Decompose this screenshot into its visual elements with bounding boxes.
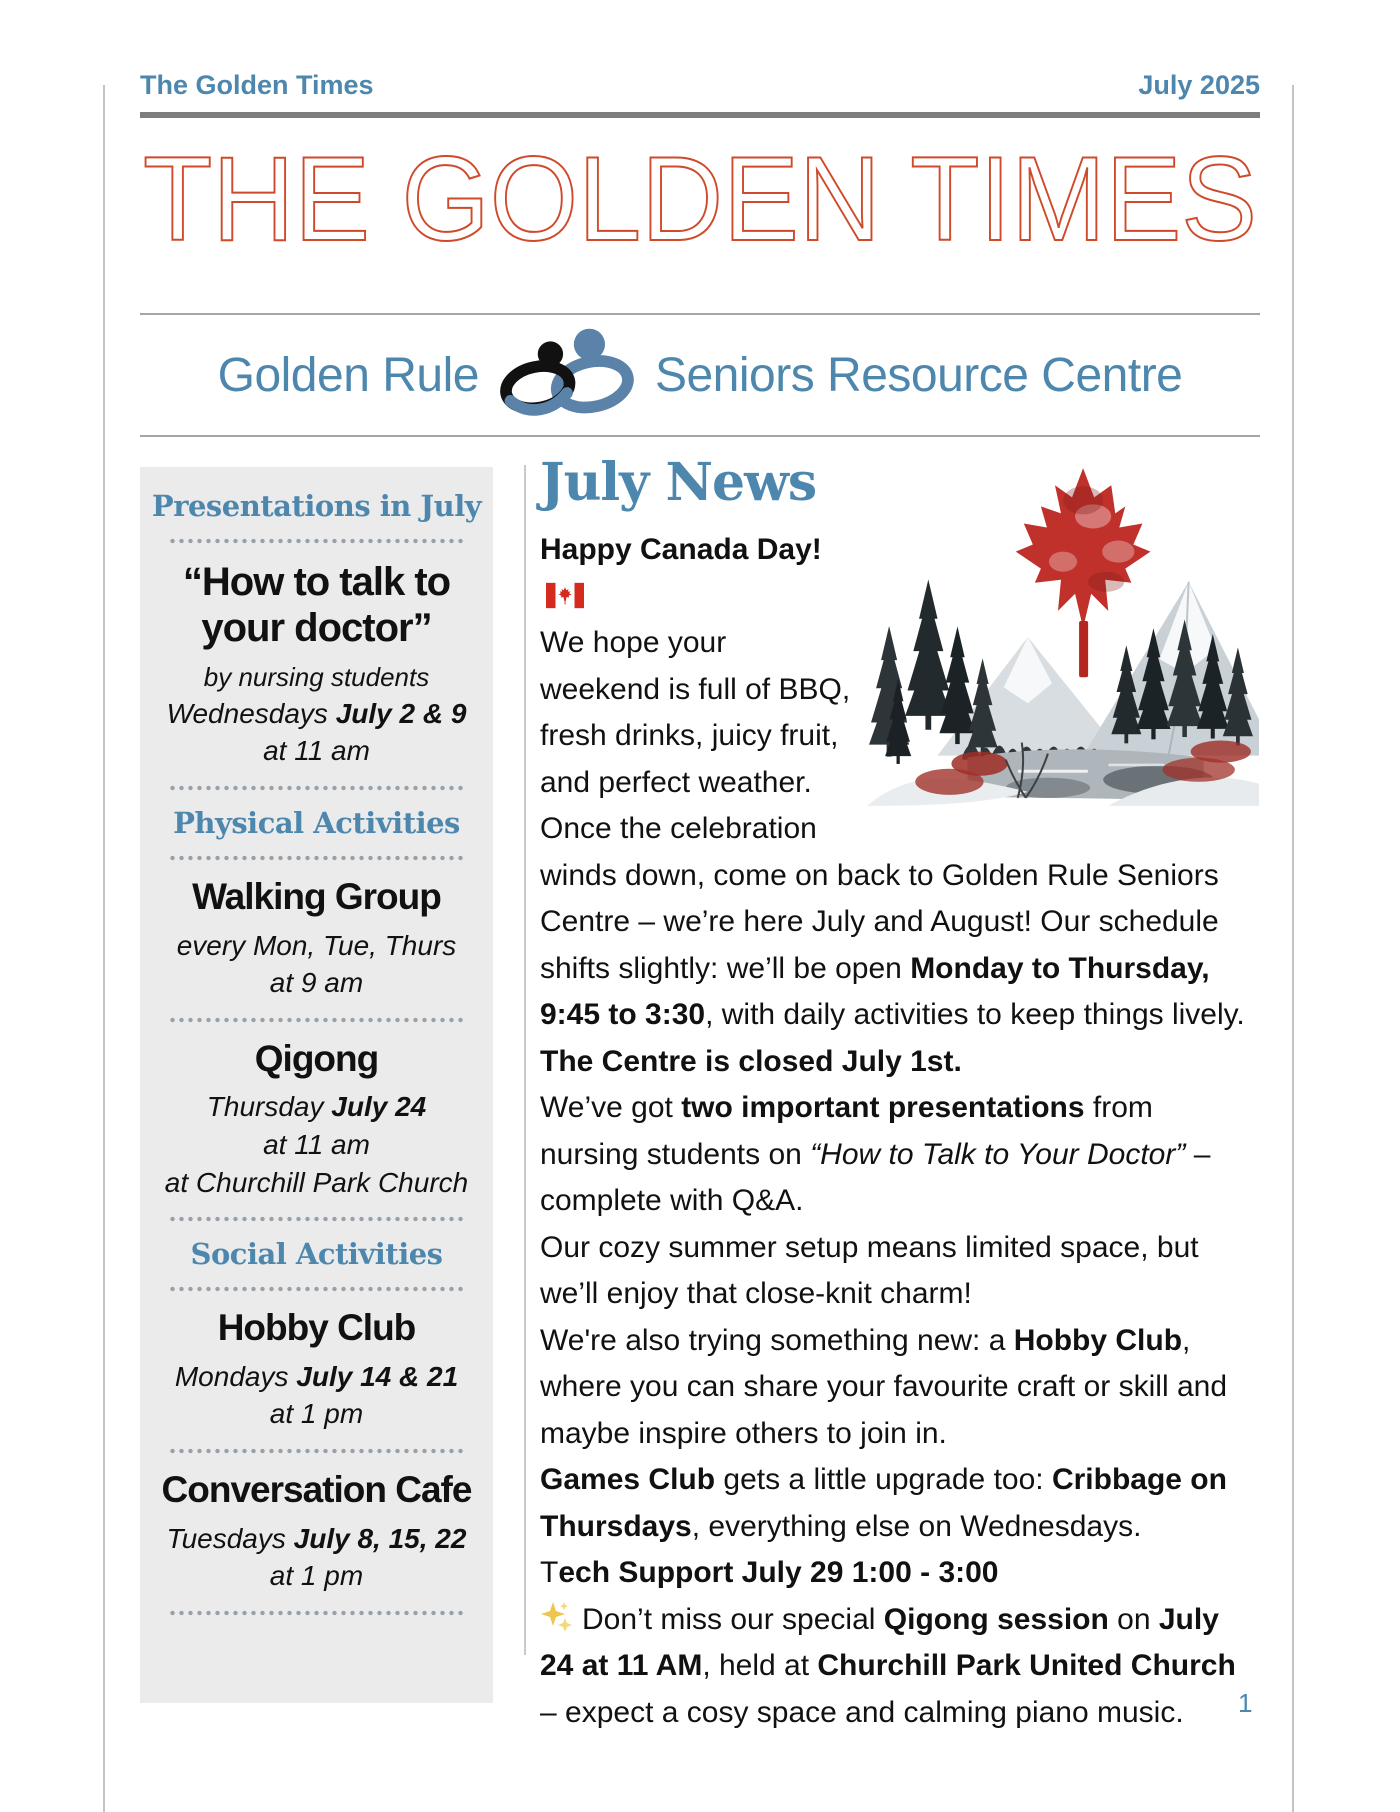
sidebar-section-header-social: Social Activities (190, 1237, 443, 1272)
article-paragraph: We're also trying something new: a Hobby Club, where you can share your favourite craft or skill and maybe inspire others to join in. (540, 1323, 1227, 1450)
dotted-divider (168, 1448, 465, 1454)
maple-leaf-landscape-svg (867, 456, 1259, 806)
qigong-callout-paragraph (540, 1597, 1259, 1737)
happy-canada-day-text: Happy Canada Day! (540, 533, 822, 566)
dotted-divider (168, 785, 465, 791)
brand-name-right: Seniors Resource Centre (654, 348, 1183, 402)
news-article (540, 452, 1259, 1736)
masthead (140, 136, 1260, 258)
dotted-divider (168, 1216, 465, 1222)
dotted-divider (168, 538, 465, 544)
event-title-qigong: Qigong (254, 1037, 379, 1079)
dotted-divider (168, 1610, 465, 1616)
running-header-title: The Golden Times (140, 70, 374, 100)
event-title-conversation-cafe: Conversation Cafe (161, 1468, 472, 1510)
event-title-walking-group: Walking Group (192, 875, 441, 917)
two-people-infinity-logo-icon (489, 328, 645, 422)
event-detail: at 11 am (263, 735, 370, 767)
maple-leaf-landscape-image (867, 456, 1259, 806)
masthead-title-svg (140, 136, 1260, 258)
event-detail: by nursing students (203, 661, 430, 692)
event-detail: at 11 am (263, 1129, 370, 1160)
left-page-guide-line (103, 85, 105, 1812)
article-paragraph: We’ve got two important presentations from nursing students on “How to Talk to Your Doctor” – complete with Q&A. (540, 1091, 1211, 1217)
event-title-doctor-talk: “How to talk to your doctor” (182, 560, 451, 651)
sidebar-activities (140, 467, 493, 1703)
dotted-divider (168, 855, 465, 861)
event-detail: Wednesdays July 2 & 9 (166, 697, 467, 729)
dotted-divider (168, 1286, 465, 1292)
running-header-date: July 2025 (1138, 70, 1260, 100)
column-divider (524, 465, 526, 1655)
sparkles-icon (540, 1600, 574, 1634)
article-paragraph: Once the celebration winds down, come on back to Golden Rule Seniors Centre – we’re here July and August! Our schedule shifts slightly: we’ll be open Monday to Thursday, 9:45 to 3:30, with daily activities to keep things lively. The Centre is closed July 1st. (540, 812, 1245, 1078)
canada-flag-icon (546, 582, 584, 609)
event-detail: at Churchill Park Church (164, 1166, 469, 1198)
article-paragraph: Games Club gets a little upgrade too: Cribbage on Thursdays, everything else on Wednesdays. (540, 1463, 1227, 1543)
event-detail: Mondays July 14 & 21 (174, 1360, 459, 1392)
event-detail: every Mon, Tue, Thurs (176, 929, 457, 961)
sidebar-section-header-presentations: Presentations in July (151, 489, 482, 523)
qigong-callout-text: Don’t miss our special Qigong session on July 24 at 11 AM, held at Churchill Park United Church – expect a cosy space and calming piano music. (540, 1602, 1236, 1729)
right-page-guide-line (1292, 85, 1294, 1812)
event-detail: Tuesdays July 8, 15, 22 (166, 1522, 467, 1554)
event-detail: at 1 pm (269, 1398, 364, 1430)
event-detail: at 1 pm (269, 1560, 364, 1592)
running-header (140, 70, 1260, 101)
masthead-title: THE GOLDEN TIMES (143, 136, 1257, 258)
event-detail: at 9 am (269, 967, 364, 999)
brand-name-left: Golden Rule (217, 348, 479, 402)
event-detail: Thursday July 24 (206, 1091, 427, 1123)
event-title-hobby-club: Hobby Club (217, 1307, 416, 1349)
sidebar-section-header-physical: Physical Activities (173, 805, 460, 840)
header-rule (140, 112, 1260, 118)
dotted-divider (168, 1017, 465, 1023)
article-paragraph: Our cozy summer setup means limited space, but we’ll enjoy that close-knit charm! (540, 1230, 1199, 1310)
page-number: 1 (1238, 1688, 1253, 1718)
article-paragraph: Tech Support July 29 1:00 - 3:00 (540, 1556, 999, 1589)
article-paragraph: We hope your weekend is full of BBQ, fresh drinks, juicy fruit, and perfect weather. (540, 626, 851, 799)
article-heading: July News (540, 452, 817, 513)
brand-banner (140, 313, 1260, 437)
